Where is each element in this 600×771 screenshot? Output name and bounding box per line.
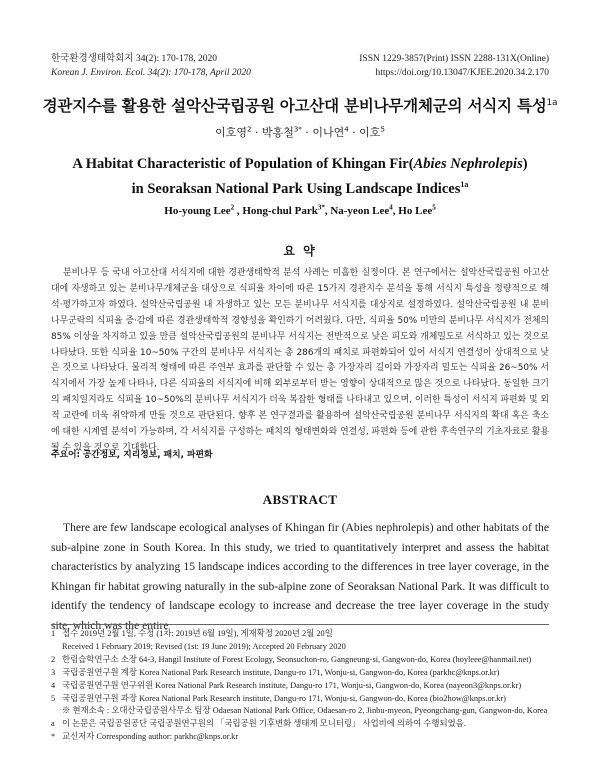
author-affiliation-mark: 3* (293, 125, 302, 134)
author-name-korean: 이호영 (215, 126, 247, 139)
journal-citation-english: Korean J. Environ. Ecol. 34(2): 170-178, April 2020 (51, 68, 251, 78)
footnote-text: 국립공원연구원 계장 Korea National Park Research institute, Dangu-ro 171, Wonju-si, Gangwon-do, Korea (parkhc@knps.or.kr) (62, 667, 500, 677)
keywords-label: 주요어: (51, 450, 81, 460)
korean-title-text: 경관지수를 활용한 설악산국립공원 아고산대 분비나무개체군의 서식지 특성 (42, 97, 547, 115)
korean-title-footnote-mark: 1a (546, 97, 558, 108)
author-separator: , (392, 205, 399, 217)
issn-text: ISSN 1229-3857(Print) ISSN 2288-131X(Online) (359, 54, 549, 64)
species-name: Abies Nephrolepis (413, 156, 523, 172)
footnote-item (51, 680, 561, 693)
korean-abstract-heading: 요 약 (283, 244, 317, 258)
footnote-item (51, 628, 561, 641)
author-affiliation-mark: 3* (317, 203, 325, 212)
author-name-korean: 이호 (359, 126, 381, 139)
footnote-mark: 1 (51, 629, 56, 638)
author-name-english: Na-yeon Lee (330, 205, 390, 217)
author-affiliation-mark: 5 (380, 125, 385, 134)
author-name-english: Ho Lee (398, 205, 433, 217)
korean-author-list (0, 124, 600, 140)
footnote-text: 한림습학연구소 소장 64-3, Hangil Institute of Forest Ecology, Seonsuchon-ro, Gangneung-si, Gangwon-do, Korea (hoyleee@hanmail.net) (62, 654, 532, 664)
english-title-part: ) (522, 156, 528, 172)
author-separator: · (348, 126, 360, 139)
author-affiliation-mark: 2 (246, 125, 252, 134)
footnotes (51, 628, 561, 744)
english-abstract-heading: ABSTRACT (262, 492, 338, 507)
author-affiliation-mark: 5 (432, 203, 436, 212)
footnote-item (51, 654, 561, 667)
english-title (0, 152, 600, 202)
doi-link[interactable]: https://doi.org/10.13047/KJEE.2020.34.2.170 (375, 68, 549, 78)
keywords-list: 공간정보, 지리정보, 패치, 파편화 (82, 450, 213, 460)
english-title-line-2 (0, 177, 600, 202)
author-affiliation-mark: 4 (389, 203, 393, 212)
author-name-korean: 이나연 (312, 126, 345, 139)
footnote-mark (51, 705, 62, 718)
footnote-text: ※ 현재소속 : 오대산국립공원사무소 팀장 Odaesan National Park Office, Odaesan-ro 2, Jinbu-myeon, Pyeongchang-gun, Gangwon-do, Korea (62, 706, 548, 716)
footnote-text: 접수 2019년 2월 1일, 수정 (1차: 2019년 6월 19일), 게재확정 2020년 2월 20일 (62, 629, 333, 638)
author-separator: · (301, 126, 313, 139)
footnote-text: 이 논문은 국립공원공단 국립공원연구원의 「국립공원 기후변화 생태계 모니터링」 사업비에 의하여 수행되었음. (62, 719, 466, 729)
footnote-mark: a (51, 719, 55, 729)
footnote-item (51, 667, 561, 680)
author-affiliation-mark: 2 (230, 203, 235, 212)
footnote-text: 국립공원연구원 연구위원 Korea National Park Research institute, Dangu-ro 171, Wonju-si, Gangwon-do, Korea (nayeon3@knps.or.kr) (62, 680, 522, 690)
author-name-english: Ho-young Lee (164, 205, 231, 217)
english-author-list (0, 205, 600, 217)
author-name-korean: 박홍철 (261, 126, 294, 139)
korean-title (0, 94, 600, 116)
footnote-mark: 5 (51, 693, 56, 703)
footnote-item (51, 718, 561, 731)
journal-identifiers (359, 52, 549, 80)
author-separator: , (234, 205, 243, 217)
english-title-line-1 (0, 152, 600, 177)
footnote-mark: * (51, 732, 56, 742)
author-separator: · (251, 126, 262, 139)
english-abstract-body: There are few landscape ecological analyses of Khingan fir (Abies nephrolepis) and other habitats of the sub-alpine zone in South Korea. In this study, we tried to quantitatively interpret and assess the habitat characteristics by analyzing 15 landscape indices according to the differences in tree layer coverage, in the Khingan fir habitat growing naturally in the sub-alpine zone of Seoraksan National Park. It was difficult to identify the tendency of landscape ecology to increase and decrease the tree layer coverage in the study site, which was the entire (51, 521, 549, 632)
author-name-english: Hong-chul Park (242, 205, 318, 217)
footnote-mark: 2 (51, 654, 56, 664)
author-affiliation-mark: 4 (344, 125, 349, 134)
footnote-mark: 4 (51, 680, 56, 690)
journal-citation-korean: 한국환경생태학회지 34(2): 170-178, 2020 (51, 54, 217, 64)
korean-abstract-body: 분비나무 등 국내 아고산대 서식지에 대한 경관생태학적 분석 사례는 미흡한 실정이다. 본 연구에서는 설악산국립공원 아고산대에 자생하고 있는 분비나무개체군을 대상으로 식피율 차이에 따른 15가지 경관지수 분석을 통해 서식지 특성을 정량적으로 해석·평가하고자 하였다. 설악산국립공원 내 자생하고 있는 모든 분비나무 서식지를 대상지로 설정하였다. 설악산국립공원 내 분비나무군락의 식피율 증·감에 따른 경관생태학적 경향성을 확인하기 어려웠다. 다만, 식피율 50% 미만의 분비나무 서식지가 전체의 85% 이상을 차지하고 있을 만큼 설악산국립공원의 분비나무 서식지는 전반적으로 낮은 피도와 개체밀도로 서식하고 있는 것으로 나타났다. 또한 식피율 10~50% 구간의 분비나무 서식지는 총 286개의 패치로 파편화되어 있어 서식지 연결성이 상대적으로 낮은 것으로 나타났다. 물리적 형태에 따른 주연부 효과를 판단할 수 있는 총 가장자리 길이와 가장자리 밀도는 식피율 26~50% 서식지에서 가장 높게 나타나, 다른 식피율의 서식지에 비해 외부로부터 받는 영향이 상대적으로 많은 것으로 나타났다. 동일한 크기의 패치일지라도 식피율 10~50%의 분비나무 서식지가 더욱 복잡한 형태를 나타내고 있으며, 이러한 특성이 서식지 파편화 및 외적 교란에 더욱 취약하게 만들 것으로 판단된다. 향후 본 연구결과를 활용하여 설악산국립공원 분비나무 서식지의 확대 혹은 축소에 대한 시계열 분석이 가능하며, 각 서식지를 구성하는 패치의 형태변화와 연결성, 파편화 등에 관한 후속연구의 기초자료로 활용될 수 있을 것으로 기대한다. (51, 268, 549, 453)
journal-citation (51, 52, 251, 80)
english-title-part: in Seoraksan National Park Using Landscape Indices (131, 181, 461, 197)
footnote-item (51, 693, 561, 706)
footnote-divider (51, 624, 549, 625)
footnote-text: 교신저자 Corresponding author: parkhc@knps.or.kr (62, 732, 239, 742)
english-title-part: A Habitat Characteristic of Population of Khingan Fir( (72, 156, 414, 172)
english-title-footnote-mark: 1a (460, 180, 469, 190)
footnote-item (51, 731, 561, 744)
footnote-mark: 3 (51, 667, 56, 677)
author-separator: , (324, 205, 331, 217)
footnote-text: 국립공원연구원 과장 Korea National Park Research institute, Dangu-ro 171, Wonju-si, Gangwon-do, Korea (bio2how@knps.or.kr) (62, 693, 506, 703)
footnote-continuation: Received 1 February 2019; Revised (1st: 19 June 2019); Accepted 20 February 2020 (62, 641, 346, 651)
keywords-line (51, 447, 213, 460)
footnote-item (51, 705, 561, 718)
